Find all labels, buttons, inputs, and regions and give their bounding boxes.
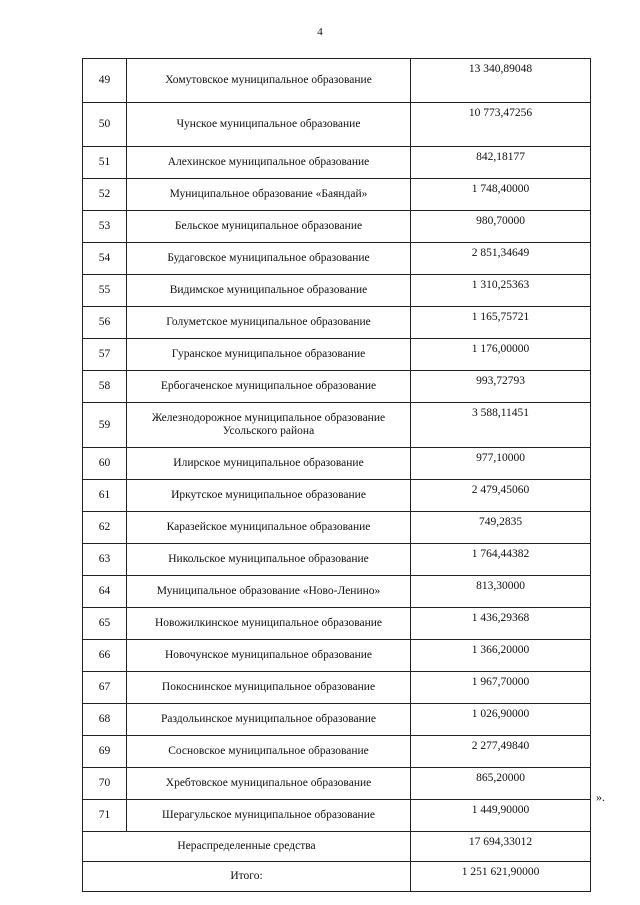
table-row — [83, 243, 591, 275]
table-row — [83, 307, 591, 339]
row-value: 749,2835 — [411, 512, 591, 544]
row-value: 1 165,75721 — [411, 307, 591, 339]
row-number: 59 — [83, 403, 127, 448]
table-row — [83, 672, 591, 704]
row-name: Алехинское муниципальное образование — [127, 147, 411, 179]
row-number: 60 — [83, 448, 127, 480]
row-name: Ербогаченское муниципальное образование — [127, 371, 411, 403]
table-row — [83, 371, 591, 403]
undistributed-value: 17 694,33012 — [411, 832, 591, 862]
table-row — [83, 608, 591, 640]
table-row — [83, 640, 591, 672]
table-row — [83, 704, 591, 736]
row-number: 51 — [83, 147, 127, 179]
row-name: Илирское муниципальное образование — [127, 448, 411, 480]
row-value: 10 773,47256 — [411, 103, 591, 147]
table-row — [83, 448, 591, 480]
page-number: 4 — [317, 26, 323, 38]
row-value: 813,30000 — [411, 576, 591, 608]
row-value: 2 479,45060 — [411, 480, 591, 512]
row-number: 68 — [83, 704, 127, 736]
row-number: 66 — [83, 640, 127, 672]
row-value: 1 176,00000 — [411, 339, 591, 371]
row-number: 62 — [83, 512, 127, 544]
table-row — [83, 576, 591, 608]
row-name: Муниципальное образование «Ново-Ленино» — [127, 576, 411, 608]
row-value: 1 310,25363 — [411, 275, 591, 307]
row-name: Голуметское муниципальное образование — [127, 307, 411, 339]
row-number: 52 — [83, 179, 127, 211]
undistributed-label: Нераспределенные средства — [83, 832, 411, 862]
row-value: 1 748,40000 — [411, 179, 591, 211]
row-number: 63 — [83, 544, 127, 576]
row-value: 2 851,34649 — [411, 243, 591, 275]
table-row — [83, 480, 591, 512]
row-value: 842,18177 — [411, 147, 591, 179]
total-value: 1 251 621,90000 — [411, 862, 591, 892]
row-name: Иркутское муниципальное образование — [127, 480, 411, 512]
row-value: 980,70000 — [411, 211, 591, 243]
row-value: 865,20000 — [411, 768, 591, 800]
row-number: 67 — [83, 672, 127, 704]
row-number: 71 — [83, 800, 127, 832]
table-row — [83, 512, 591, 544]
row-number: 49 — [83, 59, 127, 103]
table-row — [83, 403, 591, 448]
table-row — [83, 736, 591, 768]
row-name: Будаговское муниципальное образование — [127, 243, 411, 275]
row-value: 1 764,44382 — [411, 544, 591, 576]
row-name: Шерагульское муниципальное образование — [127, 800, 411, 832]
row-name: Железнодорожное муниципальное образование Усольского района — [127, 403, 411, 448]
total-label: Итого: — [83, 862, 411, 892]
table-row — [83, 275, 591, 307]
row-name: Раздольинское муниципальное образование — [127, 704, 411, 736]
row-name: Покоснинское муниципальное образование — [127, 672, 411, 704]
allocation-table — [82, 58, 591, 892]
row-number: 64 — [83, 576, 127, 608]
row-value: 977,10000 — [411, 448, 591, 480]
row-value: 1 967,70000 — [411, 672, 591, 704]
undistributed-row — [83, 832, 591, 862]
row-name: Хомутовское муниципальное образование — [127, 59, 411, 103]
row-name: Гуранское муниципальное образование — [127, 339, 411, 371]
row-name: Бельское муниципальное образование — [127, 211, 411, 243]
row-number: 54 — [83, 243, 127, 275]
row-value: 1 366,20000 — [411, 640, 591, 672]
row-name: Новочунское муниципальное образование — [127, 640, 411, 672]
row-value: 3 588,11451 — [411, 403, 591, 448]
row-name: Никольское муниципальное образование — [127, 544, 411, 576]
row-name: Новожилкинское муниципальное образование — [127, 608, 411, 640]
table-row — [83, 59, 591, 103]
row-value: 13 340,89048 — [411, 59, 591, 103]
row-number: 69 — [83, 736, 127, 768]
table-row — [83, 544, 591, 576]
row-value: 2 277,49840 — [411, 736, 591, 768]
row-value: 1 449,90000 — [411, 800, 591, 832]
row-value: 1 026,90000 — [411, 704, 591, 736]
row-name: Хребтовское муниципальное образование — [127, 768, 411, 800]
row-number: 65 — [83, 608, 127, 640]
closing-quote: ». — [596, 790, 605, 804]
row-number: 61 — [83, 480, 127, 512]
table-row — [83, 768, 591, 800]
table-row — [83, 339, 591, 371]
table-row — [83, 211, 591, 243]
row-number: 57 — [83, 339, 127, 371]
table-row — [83, 179, 591, 211]
table-body — [83, 59, 591, 832]
row-value: 993,72793 — [411, 371, 591, 403]
row-name: Каразейское муниципальное образование — [127, 512, 411, 544]
row-name: Чунское муниципальное образование — [127, 103, 411, 147]
row-name: Муниципальное образование «Баяндай» — [127, 179, 411, 211]
table-row — [83, 147, 591, 179]
row-number: 50 — [83, 103, 127, 147]
row-number: 53 — [83, 211, 127, 243]
table-row — [83, 800, 591, 832]
row-value: 1 436,29368 — [411, 608, 591, 640]
row-number: 56 — [83, 307, 127, 339]
row-name: Видимское муниципальное образование — [127, 275, 411, 307]
row-number: 70 — [83, 768, 127, 800]
row-number: 58 — [83, 371, 127, 403]
total-row — [83, 862, 591, 892]
row-name: Сосновское муниципальное образование — [127, 736, 411, 768]
table-row — [83, 103, 591, 147]
row-number: 55 — [83, 275, 127, 307]
